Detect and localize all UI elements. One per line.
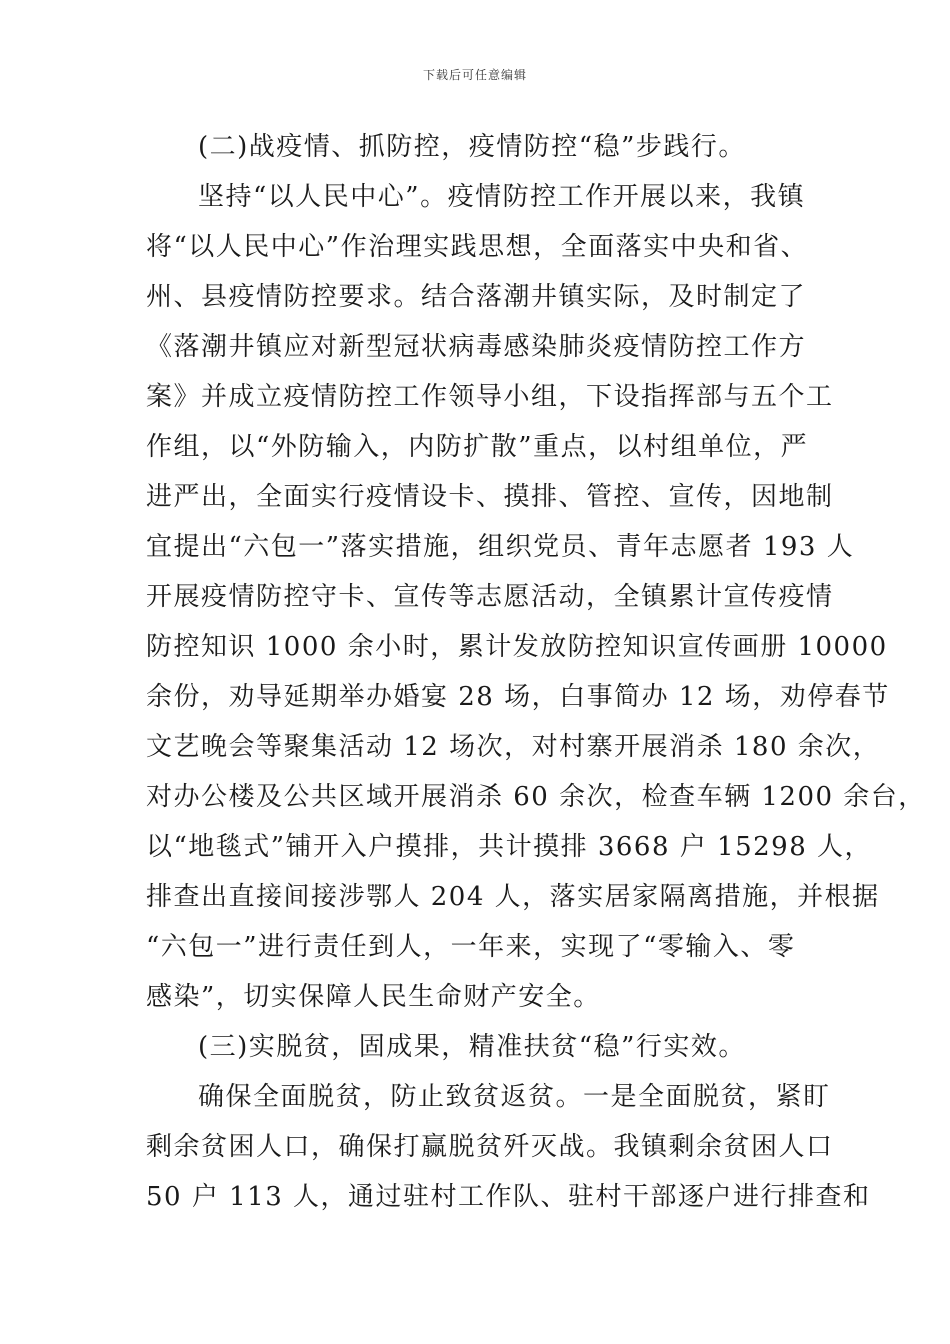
paragraph-line: 《落潮井镇应对新型冠状病毒感染肺炎疫情防控工作方 [146,332,807,362]
paragraph-line: 坚持“以人民中心”。疫情防控工作开展以来，我镇 [198,182,806,212]
paragraph-line: 州、县疫情防控要求。结合落潮井镇实际，及时制定了 [146,282,807,312]
paragraph-line: 进严出，全面实行疫情设卡、摸排、管控、宣传，因地制 [146,482,834,512]
paragraph-line: 文艺晚会等聚集活动 12 场次，对村寨开展消杀 180 余次， [146,732,881,762]
page-header: 下载后可任意编辑 [422,68,527,82]
paragraph-line: 余份，劝导延期举办婚宴 28 场，白事简办 12 场，劝停春节 [146,682,890,712]
paragraph-line: 排查出直接间接涉鄂人 204 人，落实居家隔离措施，并根据 [146,882,880,912]
paragraph-line: 案》并成立疫情防控工作领导小组，下设指挥部与五个工 [146,382,834,412]
paragraph-line: 将“以人民中心”作治理实践思想，全面落实中央和省、 [146,232,809,262]
paragraph-line: 50 户 113 人，通过驻村工作队、驻村干部逐户进行排查和 [146,1182,871,1212]
paragraph-line: 剩余贫困人口，确保打赢脱贫歼灭战。我镇剩余贫困人口 [146,1132,834,1162]
paragraph-line: 防控知识 1000 余小时，累计发放防控知识宣传画册 10000 [146,632,888,662]
document-body [146,122,926,1222]
section-heading: (二)战疫情、抓防控，疫情防控“稳”步践行。 [198,132,746,162]
paragraph-line: 对办公楼及公共区域开展消杀 60 余次，检查车辆 1200 余台， [146,782,926,812]
paragraph-line: “六包一”进行责任到人，一年来，实现了“零输入、零 [146,932,796,962]
paragraph-line: 宜提出“六包一”落实措施，组织党员、青年志愿者 193 人 [146,532,855,562]
paragraph-line: 以“地毯式”铺开入户摸排，共计摸排 3668 户 15298 人， [146,832,873,862]
paragraph-line: 作组，以“外防输入，内防扩散”重点，以村组单位，严 [146,432,809,462]
paragraph-line: 开展疫情防控守卡、宣传等志愿活动，全镇累计宣传疫情 [146,582,834,612]
paragraph-line: 感染”，切实保障人民生命财产安全。 [146,982,601,1012]
paragraph-line: 确保全面脱贫，防止致贫返贫。一是全面脱贫，紧盯 [198,1082,831,1112]
section-heading: (三)实脱贫，固成果，精准扶贫“稳”行实效。 [198,1032,746,1062]
